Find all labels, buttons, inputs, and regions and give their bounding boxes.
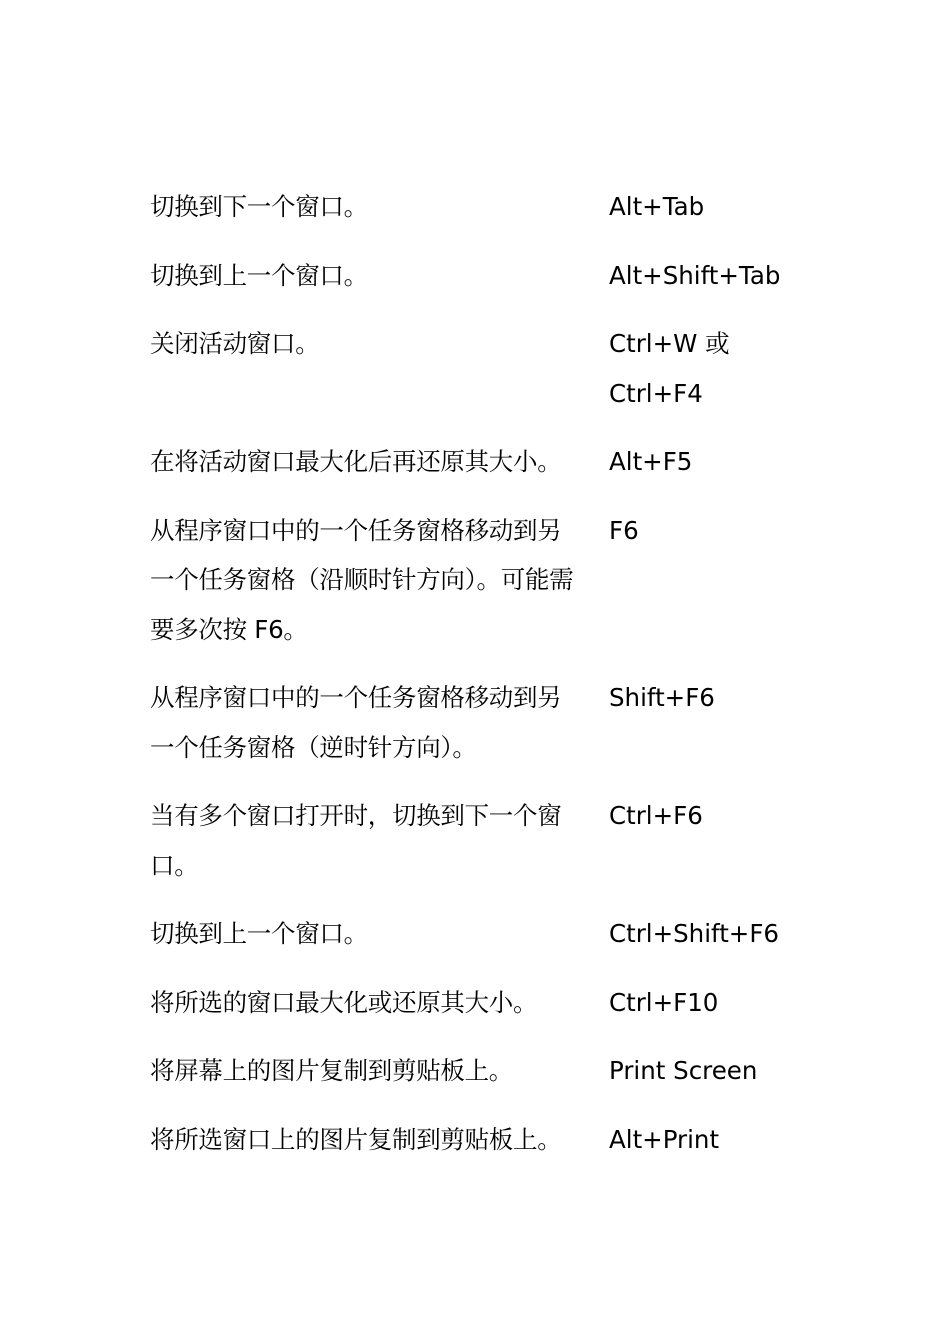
key-combo: Ctrl+W 或 bbox=[609, 329, 730, 358]
shortcut-description: 当有多个窗口打开时，切换到下一个窗口。 bbox=[150, 801, 562, 880]
shortcut-description: 将所选窗口上的图片复制到剪贴板上。 bbox=[150, 1124, 562, 1154]
key-combo: Alt+Print bbox=[609, 1124, 720, 1154]
shortcut-keys bbox=[609, 673, 800, 723]
key-combo: Alt+Shift+Tab bbox=[609, 260, 781, 290]
key-combo: Ctrl+Shift+F6 bbox=[609, 919, 780, 948]
shortcut-description: 将屏幕上的图片复制到剪贴板上。 bbox=[150, 1056, 513, 1085]
key-combo: Shift+F6 bbox=[609, 683, 715, 712]
key-combo: Ctrl+F4 bbox=[609, 378, 703, 408]
shortcut-description: 将所选的窗口最大化或还原其大小。 bbox=[150, 987, 538, 1017]
shortcut-row bbox=[150, 319, 800, 418]
key-combo: F6 bbox=[609, 515, 639, 545]
shortcut-description: 关闭活动窗口。 bbox=[150, 329, 320, 358]
key-combo: Ctrl+F6 bbox=[609, 801, 703, 830]
shortcut-description: 在将活动窗口最大化后再还原其大小。 bbox=[150, 447, 562, 476]
shortcut-keys bbox=[609, 251, 800, 301]
shortcut-description: 从程序窗口中的一个任务窗格移动到另一个任务窗格（沿顺时针方向）。可能需要多次按 F6。 bbox=[150, 515, 574, 644]
key-combo: Ctrl+F10 bbox=[609, 987, 719, 1017]
shortcut-keys bbox=[609, 1046, 800, 1096]
shortcut-description: 从程序窗口中的一个任务窗格移动到另一个任务窗格（逆时针方向）。 bbox=[150, 683, 562, 762]
key-combo: Print Screen bbox=[609, 1056, 758, 1085]
shortcut-row bbox=[150, 1046, 800, 1096]
shortcut-row bbox=[150, 673, 800, 772]
shortcut-keys bbox=[609, 909, 800, 959]
key-combo: Alt+F5 bbox=[609, 447, 693, 476]
shortcut-row bbox=[150, 506, 800, 655]
shortcut-description: 切换到上一个窗口。 bbox=[150, 919, 368, 948]
shortcut-description: 切换到下一个窗口。 bbox=[150, 192, 368, 221]
shortcut-row bbox=[150, 909, 800, 959]
shortcut-description: 切换到上一个窗口。 bbox=[150, 260, 368, 290]
shortcut-keys bbox=[609, 182, 800, 232]
shortcut-keys bbox=[609, 437, 800, 487]
key-combo: Alt+Tab bbox=[609, 192, 705, 221]
shortcut-keys bbox=[609, 319, 800, 418]
shortcut-row bbox=[150, 978, 800, 1028]
shortcut-keys bbox=[609, 791, 800, 841]
shortcut-keys bbox=[609, 1115, 800, 1165]
shortcut-row bbox=[150, 182, 800, 232]
shortcut-row bbox=[150, 251, 800, 301]
shortcut-table bbox=[150, 182, 800, 1183]
shortcut-keys bbox=[609, 506, 800, 556]
shortcut-row bbox=[150, 1115, 800, 1165]
shortcut-row bbox=[150, 437, 800, 487]
shortcut-row bbox=[150, 791, 800, 890]
shortcut-keys bbox=[609, 978, 800, 1028]
